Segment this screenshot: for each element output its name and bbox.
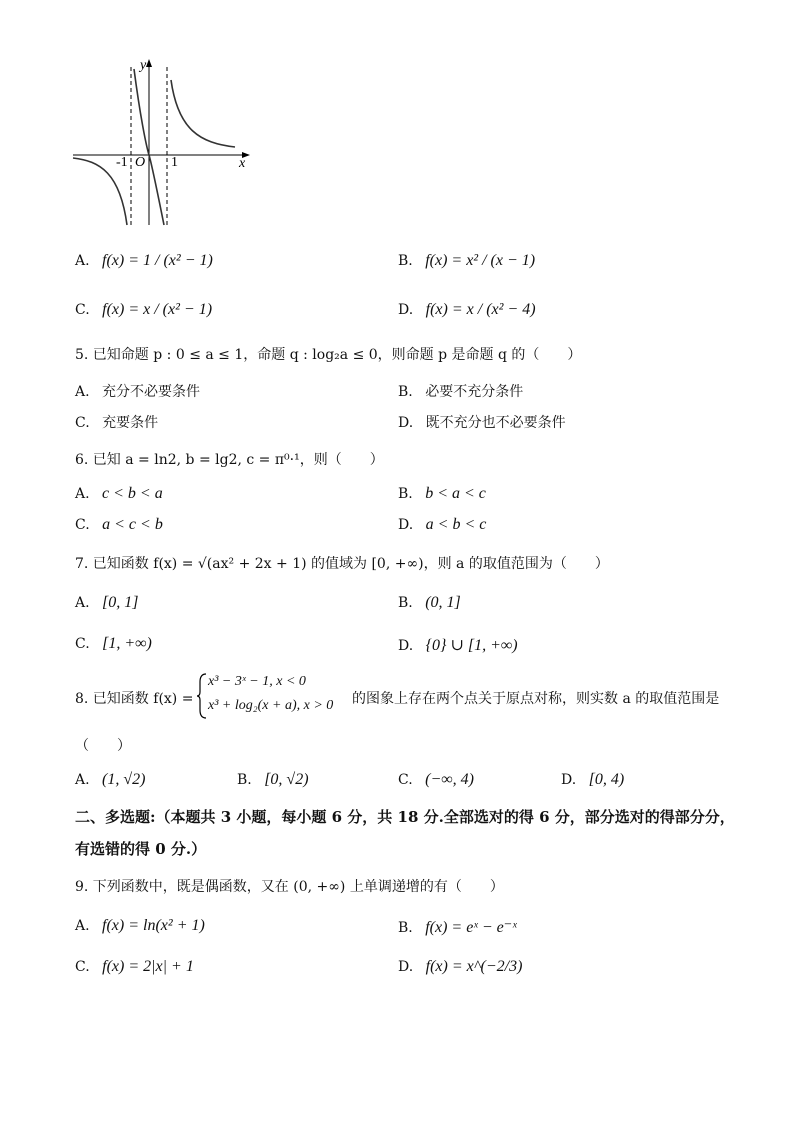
option-key: B. <box>398 253 413 269</box>
option-text: f(x) = ln(x² + 1) <box>102 917 205 934</box>
option-key: D. <box>398 638 414 654</box>
option-key: D. <box>398 415 414 431</box>
q6-option-b[interactable] <box>398 485 486 503</box>
option-key: B. <box>398 920 413 936</box>
option-key: A. <box>75 253 90 269</box>
function-graph <box>70 55 260 235</box>
option-key: C. <box>398 772 413 788</box>
option-text: a < c < b <box>102 516 163 533</box>
option-key: D. <box>398 517 414 533</box>
x-axis-label: x <box>239 156 246 171</box>
q6-option-c[interactable] <box>75 516 163 534</box>
option-text: c < b < a <box>102 485 163 502</box>
option-text: 既不充分也不必要条件 <box>425 415 566 431</box>
q7-option-a[interactable] <box>75 594 138 612</box>
y-axis-label: y <box>140 58 147 73</box>
option-key: B. <box>398 384 413 400</box>
option-text: [1, +∞) <box>102 635 152 652</box>
option-key: A. <box>75 384 90 400</box>
q9-option-d[interactable] <box>398 958 522 976</box>
q4-option-b[interactable] <box>398 252 535 270</box>
option-text: [0, 4) <box>588 771 625 788</box>
q4-option-d[interactable] <box>398 301 536 319</box>
option-text: a < b < c <box>425 516 487 533</box>
option-text: b < a < c <box>425 485 486 502</box>
q8-option-b[interactable] <box>237 771 309 789</box>
option-text: 充分不必要条件 <box>102 384 201 400</box>
q8-case-1: x³ − 3ˣ − 1, x < 0 <box>208 674 306 689</box>
q8-brace <box>196 672 208 720</box>
option-text: 充要条件 <box>102 415 159 431</box>
q8-answer-paren: （ ） <box>75 738 131 754</box>
q5-option-d[interactable] <box>398 412 566 432</box>
option-key: A. <box>75 595 90 611</box>
tick-label-neg1: -1 <box>116 155 128 170</box>
option-text: f(x) = eˣ − e⁻ˣ <box>425 919 517 936</box>
q8-stem-suffix: 的图象上存在两个点关于原点对称，则实数 a 的取值范围是 <box>352 691 720 707</box>
q9-option-b[interactable] <box>398 917 517 937</box>
section-2-heading-line-2: 有选错的得 0 分.） <box>75 840 207 858</box>
y-axis-arrow <box>146 59 152 67</box>
q7-stem: 7. 已知函数 f(x) = √(ax² + 2x + 1) 的值域为 [0, +∞)，则 a 的取值范围为（ ） <box>75 556 609 572</box>
option-key: C. <box>75 517 90 533</box>
option-text: f(x) = x / (x² − 4) <box>425 301 536 318</box>
q8-stem-prefix: 8. 已知函数 f(x) = <box>75 691 194 707</box>
q9-option-c[interactable] <box>75 958 194 976</box>
q7-option-b[interactable] <box>398 594 461 612</box>
q4-option-a[interactable] <box>75 252 213 270</box>
q8-option-c[interactable] <box>398 771 474 789</box>
q8-case-2: x³ + log₂(x + a), x > 0 <box>208 698 334 713</box>
q4-option-c[interactable] <box>75 301 212 319</box>
curve-right-branch <box>171 80 235 147</box>
q8-option-d[interactable] <box>561 771 624 789</box>
option-text: f(x) = 1 / (x² − 1) <box>102 252 213 269</box>
option-key: C. <box>75 959 90 975</box>
q5-option-a[interactable] <box>75 381 200 401</box>
option-text: f(x) = 2|x| + 1 <box>102 958 194 975</box>
option-key: D. <box>398 959 414 975</box>
q7-option-c[interactable] <box>75 635 152 653</box>
option-text: {0} ∪ [1, +∞) <box>425 637 518 654</box>
q8-option-a[interactable] <box>75 771 145 789</box>
q9-stem: 9. 下列函数中，既是偶函数，又在 (0, +∞) 上单调递增的有（ ） <box>75 879 504 895</box>
q9-option-a[interactable] <box>75 917 205 935</box>
option-text: (−∞, 4) <box>425 771 474 788</box>
option-key: C. <box>75 636 90 652</box>
option-text: (0, 1] <box>425 594 461 611</box>
q7-option-d[interactable] <box>398 635 518 655</box>
option-key: A. <box>75 772 90 788</box>
q6-option-a[interactable] <box>75 485 163 503</box>
option-key: A. <box>75 486 90 502</box>
option-text: f(x) = x^(−2/3) <box>425 958 523 975</box>
option-key: A. <box>75 918 90 934</box>
option-key: D. <box>561 772 577 788</box>
option-key: C. <box>75 302 90 318</box>
q6-option-d[interactable] <box>398 516 486 534</box>
option-key: B. <box>398 595 413 611</box>
option-key: B. <box>398 486 413 502</box>
option-text: (1, √2) <box>102 771 146 788</box>
q6-stem: 6. 已知 a = ln2, b = lg2, c = π⁰·¹，则（ ） <box>75 452 384 468</box>
q5-option-b[interactable] <box>398 381 523 401</box>
option-text: [0, √2) <box>264 771 309 788</box>
q5-option-c[interactable] <box>75 412 158 432</box>
tick-label-1: 1 <box>171 155 178 170</box>
option-text: f(x) = x / (x² − 1) <box>102 301 213 318</box>
section-2-heading-line-1: 二、多选题:（本题共 3 小题，每小题 6 分，共 18 分.全部选对的得 6 分，部分选对的得部分分， <box>75 808 735 826</box>
q5-stem: 5. 已知命题 p : 0 ≤ a ≤ 1，命题 q : log₂a ≤ 0，则命题 p 是命题 q 的（ ） <box>75 347 582 363</box>
option-key: D. <box>398 302 414 318</box>
option-key: B. <box>237 772 252 788</box>
option-text: [0, 1] <box>102 594 139 611</box>
option-text: f(x) = x² / (x − 1) <box>425 252 536 269</box>
origin-label: O <box>135 155 146 170</box>
option-text: 必要不充分条件 <box>425 384 524 400</box>
option-key: C. <box>75 415 90 431</box>
